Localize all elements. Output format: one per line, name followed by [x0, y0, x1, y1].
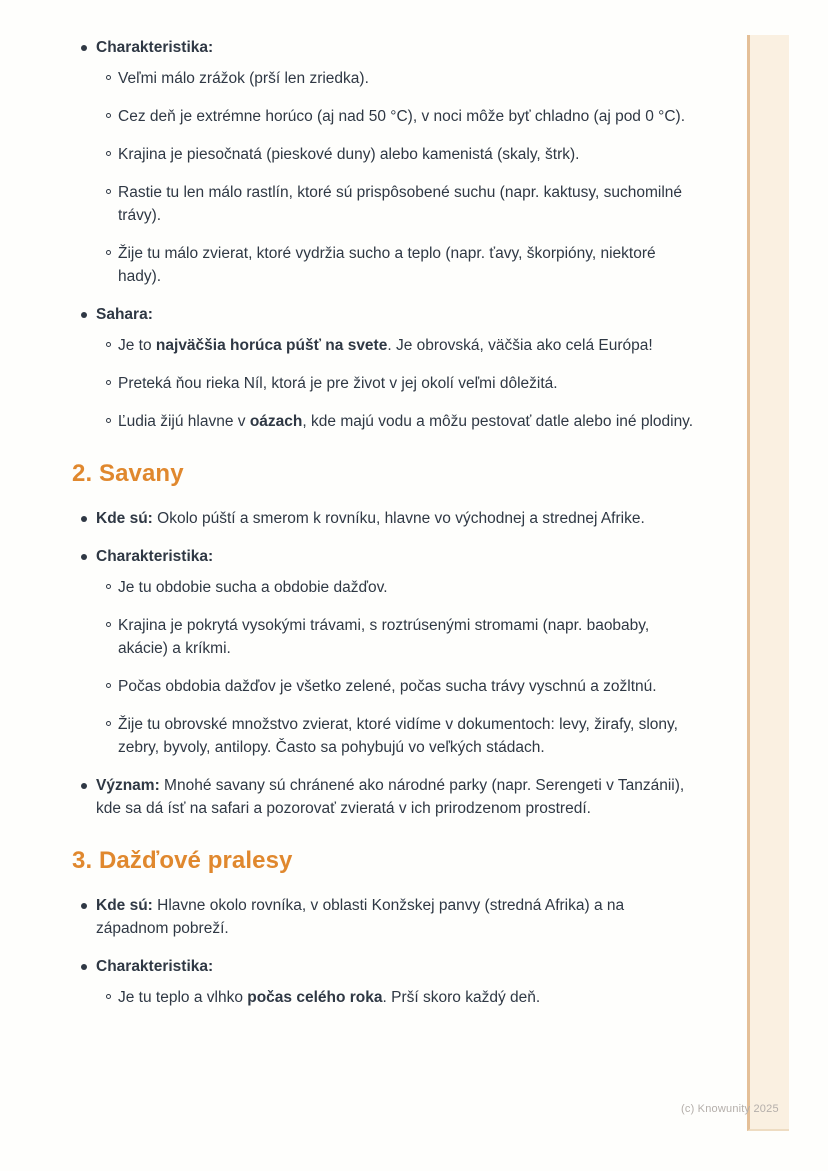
item-text	[118, 617, 649, 657]
text-run: Okolo púští a smerom k rovníku, hlavne vo východnej a strednej Afrike.	[152, 510, 645, 527]
bold-text-run: najväčšia horúca púšť na svete	[155, 337, 388, 354]
bold-text-run: Charakteristika:	[96, 39, 214, 56]
sub-bullet-item	[96, 372, 700, 395]
bold-text-run: Charakteristika:	[96, 548, 214, 565]
text-run: Žije tu obrovské množstvo zvierat, ktoré vidíme v dokumentoch: levy, žirafy, slony, zebry, byvoly, antilopy. Často sa pohybujú vo veľkých stádach.	[118, 716, 678, 756]
sub-bullet-list	[96, 986, 700, 1009]
bullet-item	[72, 955, 700, 1009]
text-run: Cez deň je extrémne horúco (aj nad 50 °C), v noci môže byť chladno (aj pod 0 °C).	[118, 108, 686, 125]
bullet-circle-marker	[106, 250, 111, 255]
bullet-circle-marker	[106, 683, 111, 688]
text-run: Je tu teplo a vlhko	[118, 989, 248, 1006]
item-text	[118, 678, 657, 695]
sub-bullet-item	[96, 410, 700, 433]
item-text	[118, 579, 388, 596]
item-text	[118, 413, 693, 430]
bullet-circle-marker	[106, 721, 111, 726]
item-text	[118, 70, 369, 87]
sub-bullet-list	[96, 576, 700, 759]
text-run: Je tu obdobie sucha a obdobie dažďov.	[118, 579, 388, 596]
bullet-circle-marker	[106, 584, 111, 589]
item-text	[96, 510, 645, 527]
bullet-list	[72, 894, 700, 1009]
sub-bullet-item	[96, 334, 700, 357]
text-run: Mnohé savany sú chránené ako národné parky (napr. Serengeti v Tanzánii), kde sa dá ísť na safari a pozorovať zvieratá v ich prirodzenom prostredí.	[96, 777, 685, 817]
bullet-disc-marker	[81, 516, 87, 522]
text-run: Krajina je piesočnatá (pieskové duny) alebo kamenistá (skaly, štrk).	[118, 146, 580, 163]
bullet-circle-marker	[106, 189, 111, 194]
bullet-list	[72, 507, 700, 820]
bullet-disc-marker	[81, 964, 87, 970]
bullet-circle-marker	[106, 380, 111, 385]
section-heading: 3. Dažďové pralesy	[72, 847, 293, 874]
bullet-circle-marker	[106, 342, 111, 347]
bullet-item	[72, 545, 700, 759]
bullet-circle-marker	[106, 418, 111, 423]
text-run: Veľmi málo zrážok (prší len zriedka).	[118, 70, 369, 87]
bold-text-run: Sahara:	[96, 306, 153, 323]
document-content	[72, 36, 700, 1024]
bullet-item	[72, 894, 700, 940]
text-run: Hlavne okolo rovníka, v oblasti Konžskej panvy (stredná Afrika) a na západnom pobreží.	[96, 897, 625, 937]
text-run: Ľudia žijú hlavne v	[118, 413, 250, 430]
item-text	[96, 548, 213, 565]
text-run: . Je obrovská, väčšia ako celá Európa!	[387, 337, 653, 354]
bullet-item	[72, 774, 700, 820]
bullet-disc-marker	[81, 554, 87, 560]
item-text	[118, 245, 656, 285]
sub-bullet-list	[96, 334, 700, 433]
text-run: Krajina je pokrytá vysokými trávami, s roztrúsenými stromami (napr. baobaby, akácie) a kríkmi.	[118, 617, 650, 657]
bold-text-run: Kde sú:	[96, 897, 153, 914]
item-text	[96, 958, 213, 975]
item-text	[118, 989, 540, 1006]
page-edge-stripe	[747, 35, 789, 1131]
bullet-item	[72, 303, 700, 433]
sub-bullet-item	[96, 614, 700, 660]
sub-bullet-item	[96, 986, 700, 1009]
watermark: (c) Knowunity 2025	[681, 1103, 779, 1115]
text-run: Je to	[118, 337, 156, 354]
item-text	[118, 146, 579, 163]
sub-bullet-item	[96, 181, 700, 227]
bold-text-run: Význam:	[96, 777, 160, 794]
item-text	[96, 39, 213, 56]
sub-bullet-item	[96, 67, 700, 90]
bullet-item	[72, 507, 700, 530]
bullet-disc-marker	[81, 903, 87, 909]
section-heading: 2. Savany	[72, 460, 184, 487]
item-text	[118, 337, 653, 354]
bullet-circle-marker	[106, 622, 111, 627]
bullet-list	[72, 36, 700, 433]
sub-bullet-item	[96, 143, 700, 166]
bold-text-run: Kde sú:	[96, 510, 153, 527]
bullet-disc-marker	[81, 783, 87, 789]
sub-bullet-item	[96, 576, 700, 599]
bullet-item	[72, 36, 700, 288]
text-run: Rastie tu len málo rastlín, ktoré sú prispôsobené suchu (napr. kaktusy, suchomilné trávy).	[118, 184, 683, 224]
bullet-circle-marker	[106, 113, 111, 118]
text-run: , kde majú vodu a môžu pestovať datle alebo iné plodiny.	[302, 413, 694, 430]
sub-bullet-list	[96, 67, 700, 288]
item-text	[96, 777, 684, 817]
bullet-disc-marker	[81, 312, 87, 318]
text-run: Počas obdobia dažďov je všetko zelené, počas sucha trávy vyschnú a zožltnú.	[118, 678, 657, 695]
sub-bullet-item	[96, 713, 700, 759]
bold-text-run: Charakteristika:	[96, 958, 214, 975]
text-run: Preteká ňou rieka Níl, ktorá je pre život v jej okolí veľmi dôležitá.	[118, 375, 558, 392]
bold-text-run: počas celého roka	[247, 989, 383, 1006]
bullet-circle-marker	[106, 994, 111, 999]
bullet-circle-marker	[106, 75, 111, 80]
sub-bullet-item	[96, 242, 700, 288]
sub-bullet-item	[96, 675, 700, 698]
item-text	[118, 184, 682, 224]
item-text	[96, 306, 153, 323]
bullet-circle-marker	[106, 151, 111, 156]
item-text	[118, 716, 678, 756]
item-text	[118, 375, 558, 392]
text-run: Žije tu málo zvierat, ktoré vydržia sucho a teplo (napr. ťavy, škorpióny, niektoré hady).	[118, 245, 656, 285]
text-run: . Prší skoro každý deň.	[382, 989, 541, 1006]
item-text	[96, 897, 624, 937]
bullet-disc-marker	[81, 45, 87, 51]
sub-bullet-item	[96, 105, 700, 128]
item-text	[118, 108, 685, 125]
bold-text-run: oázach	[249, 413, 303, 430]
